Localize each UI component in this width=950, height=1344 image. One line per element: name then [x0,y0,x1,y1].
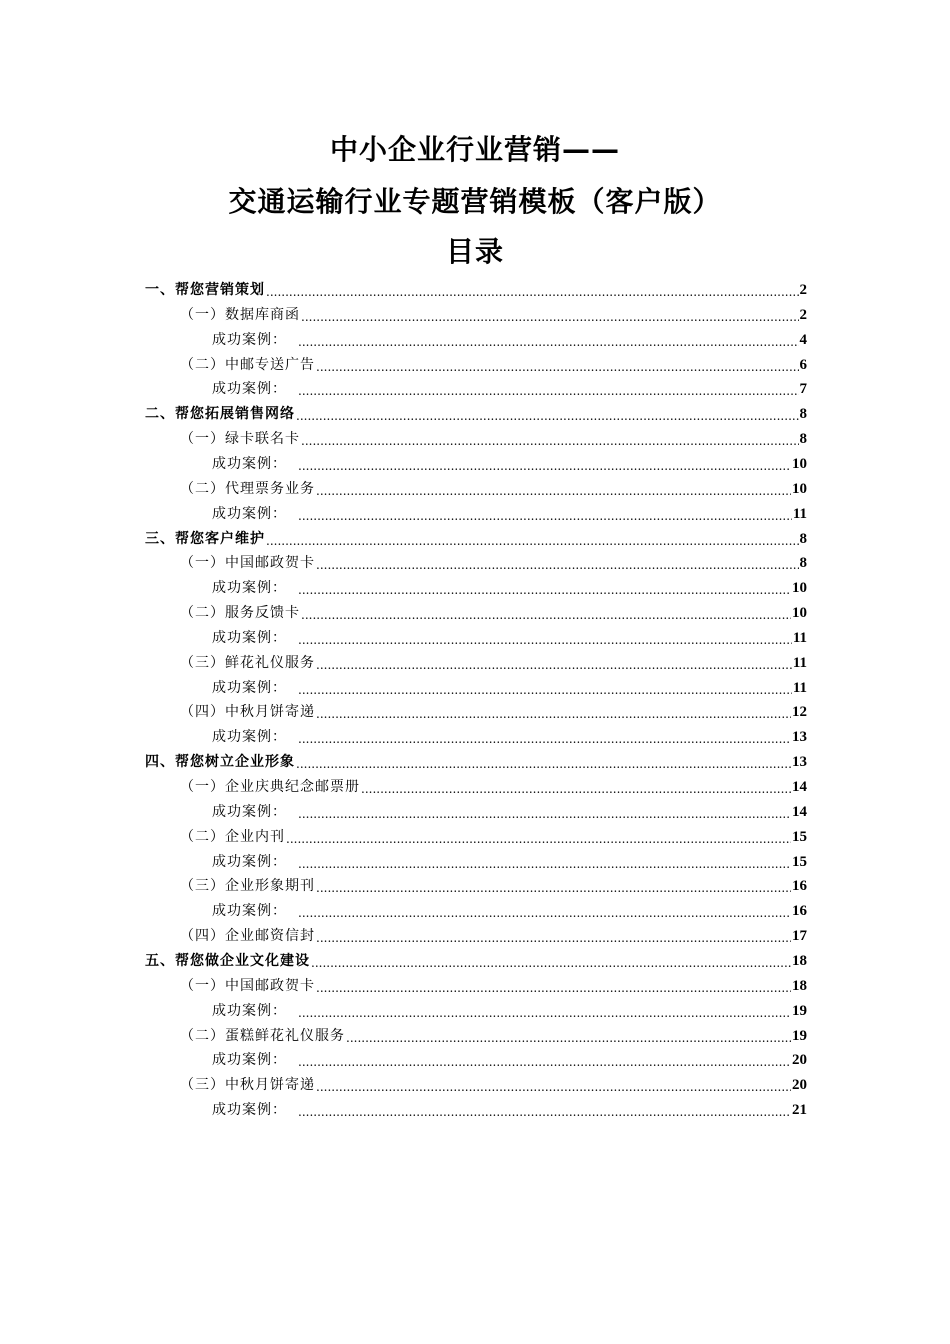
toc-entry-page-number: 12 [792,704,807,721]
toc-entry[interactable] [212,1096,807,1120]
toc-entry-page-number: 17 [792,928,807,945]
toc-entry-label: （二）服务反馈卡 [180,605,300,622]
toc-dot-leader [298,852,791,872]
toc-dot-leader [316,876,791,896]
toc-entry-label: （一）中国邮政贺卡 [180,555,315,572]
toc-entry[interactable] [180,649,807,673]
toc-entry[interactable] [180,475,807,499]
toc-entry[interactable] [212,574,807,598]
toc-entry[interactable] [145,525,807,549]
toc-entry-page-number: 19 [792,1002,807,1019]
toc-dot-leader [298,379,799,399]
toc-entry-label: 二、帮您拓展销售网络 [145,406,295,423]
toc-entry-page-number: 16 [792,878,807,895]
toc-entry-label: 五、帮您做企业文化建设 [145,952,310,969]
toc-entry[interactable] [212,848,807,872]
toc-entry-page-number: 18 [792,977,807,994]
toc-entry-page-number: 10 [792,480,807,497]
toc-dot-leader [298,628,792,648]
toc-entry-page-number: 10 [792,605,807,622]
toc-entry-label: 成功案例： [212,803,287,820]
toc-dot-leader [296,752,791,772]
toc-entry[interactable] [212,375,807,399]
toc-entry[interactable] [145,400,807,424]
toc-dot-leader [298,454,791,474]
toc-entry-page-number: 8 [799,530,807,547]
toc-entry-label: （一）绿卡联名卡 [180,431,300,448]
toc-dot-leader [298,1001,791,1021]
toc-entry-page-number: 19 [792,1027,807,1044]
toc-entry-label: （三）中秋月饼寄递 [180,1077,315,1094]
toc-dot-leader [298,727,791,747]
toc-entry-label: （四）中秋月饼寄递 [180,704,315,721]
toc-entry-label: 成功案例： [212,331,287,348]
toc-dot-leader [316,355,799,375]
toc-entry[interactable] [145,276,807,300]
toc-dot-leader [301,603,791,623]
toc-entry-page-number: 11 [792,629,807,646]
toc-entry[interactable] [180,773,807,797]
toc-entry-label: 四、帮您树立企业形象 [145,754,295,771]
toc-dot-leader [298,1050,791,1070]
toc-entry[interactable] [212,997,807,1021]
toc-dot-leader [316,479,791,499]
toc-entry-page-number: 13 [792,754,807,771]
toc-entry-label: （三）企业形象期刊 [180,878,315,895]
toc-entry-label: 成功案例： [212,679,287,696]
toc-entry[interactable] [180,872,807,896]
toc-entry-page-number: 21 [792,1102,807,1119]
toc-entry-page-number: 14 [792,803,807,820]
toc-entry-page-number: 4 [799,331,807,348]
toc-dot-leader [316,653,792,673]
toc-dot-leader [298,678,792,698]
toc-entry-label: 成功案例： [212,903,287,920]
toc-entry-label: 成功案例： [212,853,287,870]
toc-heading: 目录 [445,235,504,268]
toc-entry-page-number: 10 [792,455,807,472]
toc-entry[interactable] [180,972,807,996]
toc-entry[interactable] [180,549,807,573]
toc-entry[interactable] [212,1046,807,1070]
toc-dot-leader [346,1026,791,1046]
toc-entry[interactable] [180,351,807,375]
toc-entry-page-number: 6 [799,356,807,373]
document-title-line2: 交通运输行业专题营销模板（客户版） [228,185,722,218]
toc-entry-label: 三、帮您客户维护 [145,530,265,547]
toc-entry-label: 一、帮您营销策划 [145,282,265,298]
toc-entry[interactable] [212,723,807,747]
toc-entry-page-number: 18 [792,952,807,969]
toc-entry[interactable] [180,1071,807,1095]
toc-entry-page-number: 11 [792,654,807,671]
toc-entry[interactable] [180,922,807,946]
toc-dot-leader [301,429,799,449]
toc-entry-label: 成功案例： [212,381,287,398]
toc-entry[interactable] [180,599,807,623]
toc-entry-label: 成功案例： [212,629,287,646]
toc-dot-leader [301,305,799,325]
toc-entry-page-number: 2 [799,282,807,298]
toc-dot-leader [286,827,791,847]
toc-entry[interactable] [180,823,807,847]
toc-entry[interactable] [145,947,807,971]
toc-entry[interactable] [180,698,807,722]
toc-entry[interactable] [212,674,807,698]
toc-entry-page-number: 20 [792,1052,807,1069]
toc-entry[interactable] [180,425,807,449]
toc-entry[interactable] [180,301,807,325]
toc-dot-leader [316,702,791,722]
toc-entry-label: 成功案例： [212,455,287,472]
toc-dot-leader [266,280,799,300]
toc-dot-leader [311,951,791,971]
toc-entry-label: 成功案例： [212,505,287,522]
toc-entry-label: 成功案例： [212,580,287,597]
toc-entry[interactable] [212,500,807,524]
toc-entry-label: （二）代理票务业务 [180,480,315,497]
toc-entry[interactable] [212,897,807,921]
toc-entry-page-number: 8 [799,555,807,572]
toc-dot-leader [298,330,799,350]
toc-dot-leader [316,1075,791,1095]
toc-dot-leader [316,976,791,996]
toc-entry-label: （二）蛋糕鲜花礼仪服务 [180,1027,345,1044]
toc-entry[interactable] [212,798,807,822]
toc-entry[interactable] [212,450,807,474]
toc-entry-page-number: 11 [792,679,807,696]
toc-dot-leader [298,802,791,822]
toc-entry-page-number: 15 [792,853,807,870]
toc-dot-leader [298,504,792,524]
toc-entry-label: 成功案例： [212,1002,287,1019]
toc-dot-leader [298,901,791,921]
toc-entry[interactable] [145,748,807,772]
toc-entry-page-number: 20 [792,1077,807,1094]
toc-dot-leader [316,926,791,946]
toc-entry-label: （三）鲜花礼仪服务 [180,654,315,671]
toc-dot-leader [296,404,799,424]
toc-entry-label: （一）中国邮政贺卡 [180,977,315,994]
toc-entry-page-number: 7 [799,381,807,398]
toc-entry[interactable] [212,326,807,350]
toc-entry-page-number: 15 [792,828,807,845]
toc-dot-leader [316,553,799,573]
toc-entry-page-number: 16 [792,903,807,920]
toc-entry-page-number: 10 [792,580,807,597]
toc-entry-label: （一）数据库商函 [180,306,300,323]
toc-entry-label: 成功案例： [212,1052,287,1069]
toc-entry-label: 成功案例： [212,729,287,746]
toc-entry-page-number: 14 [792,779,807,795]
toc-entry-page-number: 8 [799,431,807,448]
toc-entry-page-number: 2 [799,306,807,323]
toc-entry[interactable] [212,624,807,648]
toc-entry-page-number: 8 [799,406,807,423]
toc-entry[interactable] [180,1022,807,1046]
toc-entry-page-number: 11 [792,505,807,522]
toc-dot-leader [361,777,791,797]
document-title-line1: 中小企业行业营销—— [329,133,620,166]
toc-entry-label: （一）企业庆典纪念邮票册 [180,779,360,795]
toc-entry-label: （二）企业内刊 [180,828,285,845]
toc-entry-label: （四）企业邮资信封 [180,928,315,945]
toc-entry-page-number: 13 [792,729,807,746]
toc-dot-leader [266,529,799,549]
toc-dot-leader [298,578,791,598]
toc-entry-label: （二）中邮专送广告 [180,356,315,373]
toc-entry-label: 成功案例： [212,1102,287,1119]
toc-dot-leader [298,1100,791,1120]
